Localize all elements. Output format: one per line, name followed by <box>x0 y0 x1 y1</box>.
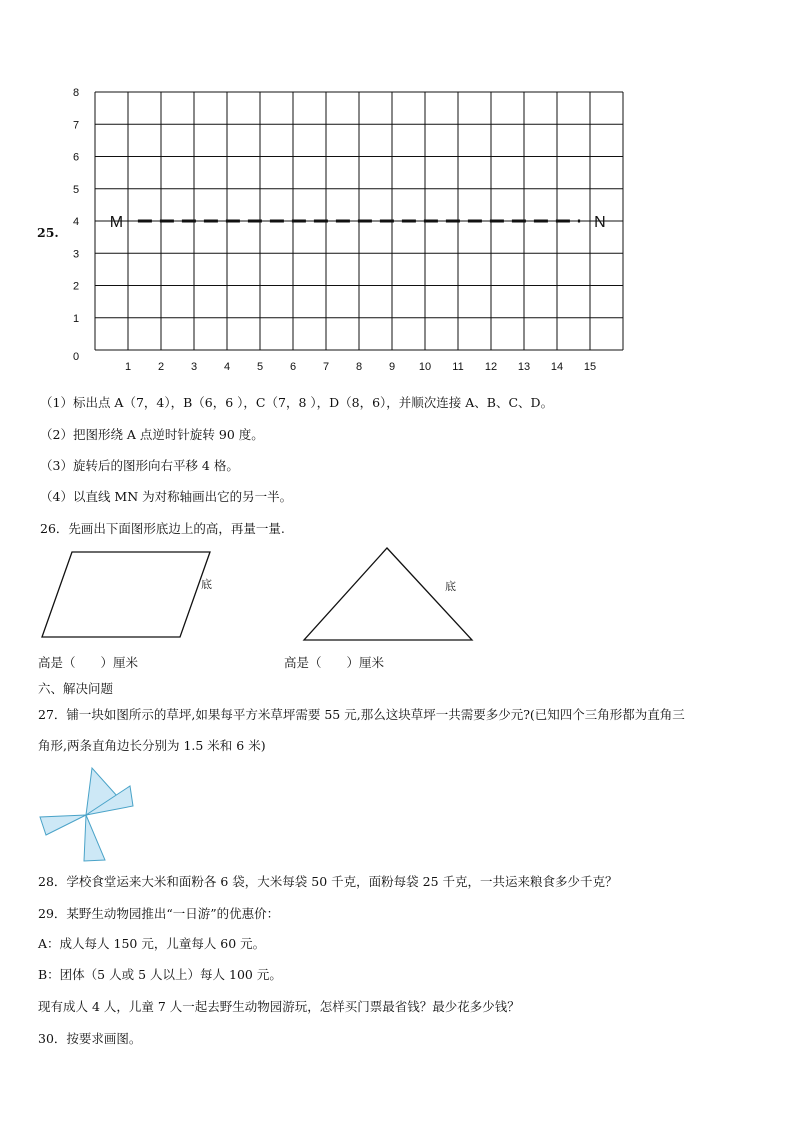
y-tick-label: 2 <box>72 280 80 293</box>
q25-task-4: （4）以直线 MN 为对称轴画出它的另一半。 <box>40 489 293 504</box>
x-tick-label: 5 <box>256 361 264 373</box>
x-tick-label: 14 <box>550 361 564 373</box>
triangle-height-answer: 高是（ ）厘米 <box>284 655 385 670</box>
x-tick-label: 3 <box>190 361 198 373</box>
y-tick-label: 3 <box>72 248 80 261</box>
y-tick-label: 6 <box>72 151 80 164</box>
parallelogram-base-label: 底 <box>201 578 212 591</box>
q25-task-2: （2）把图形绕 A 点逆时针旋转 90 度。 <box>40 427 264 442</box>
question-number-25: 25. <box>37 225 59 240</box>
section-heading: 六、解决问题 <box>38 681 114 696</box>
x-tick-label: 11 <box>452 361 464 373</box>
y-tick-label: 7 <box>72 119 80 132</box>
q25-task-3: （3）旋转后的图形向右平移 4 格。 <box>40 458 239 473</box>
y-tick-label: 8 <box>72 87 80 99</box>
point-label-n: N <box>594 214 606 231</box>
x-tick-label: 7 <box>322 361 330 373</box>
pinwheel-figure <box>36 768 146 868</box>
y-tick-label: 1 <box>72 312 80 325</box>
question-29-intro: 29．某野生动物园推出“一日游”的优惠价： <box>38 906 280 921</box>
x-tick-label: 15 <box>583 361 597 373</box>
question-29-option-a: A：成人每人 150 元，儿童每人 60 元。 <box>38 936 266 951</box>
q25-task-1: （1）标出点 A（7，4），B（6，6 ），C（7，8 ），D（8，6），并顺次连接 A、B、C、D。 <box>40 395 554 410</box>
question-29-option-b: B：团体（5 人或 5 人以上）每人 100 元。 <box>38 967 282 982</box>
y-tick-label: 0 <box>72 351 80 363</box>
point-label-m: M <box>109 214 124 231</box>
question-27-line2: 角形,两条直角边长分别为 1.5 米和 6 米) <box>38 738 266 753</box>
question-27-line1: 27．铺一块如图所示的草坪,如果每平方米草坪需要 55 元,那么这块草坪一共需要多少元?(已知四个三角形都为直角三 <box>38 707 685 722</box>
parallelogram-height-answer: 高是（ ）厘米 <box>38 655 139 670</box>
x-tick-label: 13 <box>517 361 531 373</box>
question-28: 28．学校食堂运来大米和面粉各 6 袋，大米每袋 50 千克，面粉每袋 25 千克，一共运来粮食多少千克？ <box>38 874 618 889</box>
question-29-question: 现有成人 4 人，儿童 7 人一起去野生动物园游玩，怎样买门票最省钱？最少花多少钱？ <box>38 999 520 1014</box>
triangle-base-label: 底 <box>445 580 456 593</box>
y-tick-label: 4 <box>72 216 80 228</box>
x-tick-label: 12 <box>484 361 498 373</box>
x-tick-label: 9 <box>388 361 396 373</box>
x-tick-label: 6 <box>289 361 297 373</box>
y-tick-label: 5 <box>72 183 80 196</box>
question-30: 30．按要求画图。 <box>38 1031 142 1046</box>
coordinate-grid <box>0 0 794 380</box>
x-tick-label: 2 <box>157 361 165 373</box>
x-tick-label: 10 <box>418 361 432 373</box>
x-tick-label: 1 <box>124 361 132 373</box>
x-tick-label: 8 <box>355 361 363 373</box>
question-26-text: 26．先画出下面图形底边上的高，再量一量. <box>40 521 285 536</box>
x-tick-label: 4 <box>223 361 231 373</box>
